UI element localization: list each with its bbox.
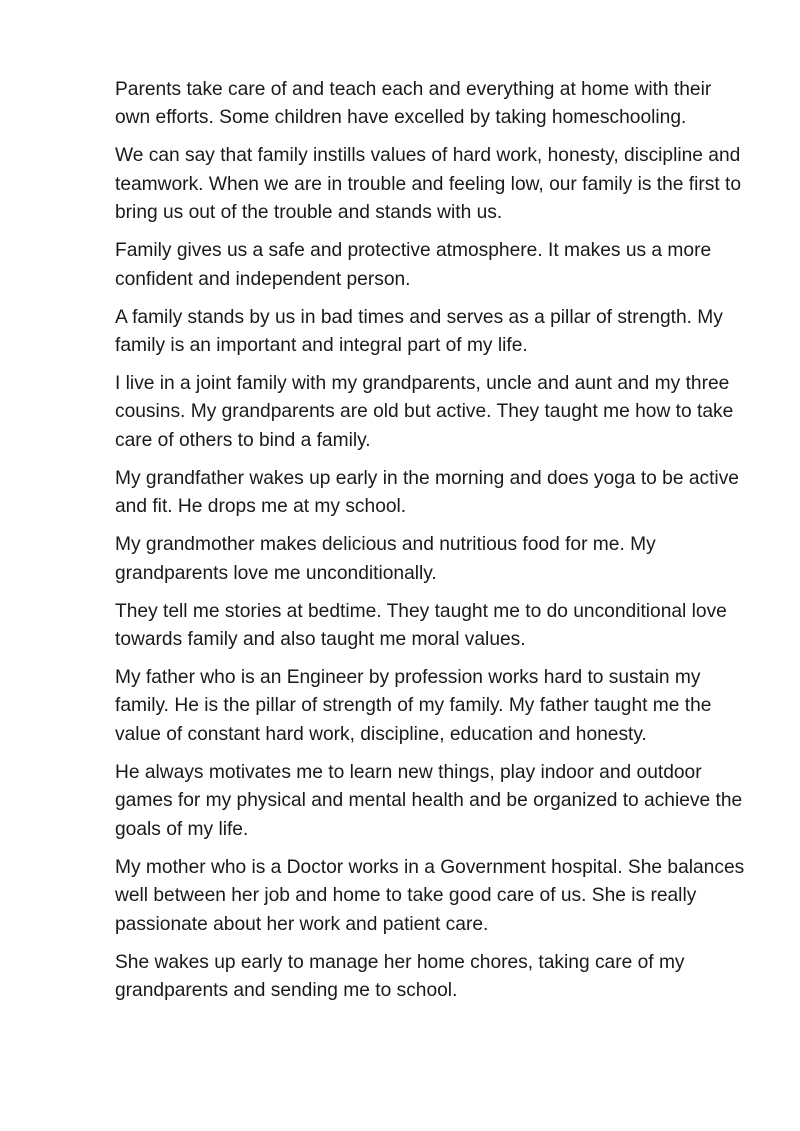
document-body <box>115 76 745 1015</box>
paragraph-family-values: We can say that family instills values of hard work, honesty, discipline and teamwork. When we are in trouble and feeling low, our family is the first to bring us out of the trouble and stands with us. <box>115 145 742 224</box>
paragraph-mother-routine: She wakes up early to manage her home chores, taking care of my grandparents and sending me to school. <box>115 951 685 1001</box>
paragraph-mother: My mother who is a Doctor works in a Government hospital. She balances well between her job and home to take good care of us. She is really passionate about her work and patient care. <box>115 856 745 935</box>
paragraph-joint-family: I live in a joint family with my grandparents, uncle and aunt and my three cousins. My grandparents are old but active. They taught me how to take care of others to bind a family. <box>115 373 734 451</box>
paragraph-father: My father who is an Engineer by profession works hard to sustain my family. He is the pillar of strength of my family. My father taught me the value of constant hard work, discipline, education and honesty. <box>115 667 712 745</box>
paragraph-safe-atmosphere: Family gives us a safe and protective atmosphere. It makes us a more confident and independent person. <box>115 240 712 290</box>
paragraph-bedtime-stories: They tell me stories at bedtime. They taught me to do unconditional love towards family and also taught me moral values. <box>115 600 727 651</box>
paragraph-pillar-of-strength: A family stands by us in bad times and serves as a pillar of strength. My family is an important and integral part of my life. <box>115 306 723 357</box>
paragraph-grandfather: My grandfather wakes up early in the morning and does yoga to be active and fit. He drops me at my school. <box>115 467 739 518</box>
paragraph-father-motivation: He always motivates me to learn new things, play indoor and outdoor games for my physical and mental health and be organized to achieve the goals of my life. <box>115 761 743 840</box>
paragraph-grandmother: My grandmother makes delicious and nutritious food for me. My grandparents love me unconditionally. <box>115 534 656 584</box>
paragraph-homeschooling: Parents take care of and teach each and everything at home with their own efforts. Some children have excelled by taking homeschooling. <box>115 79 712 129</box>
